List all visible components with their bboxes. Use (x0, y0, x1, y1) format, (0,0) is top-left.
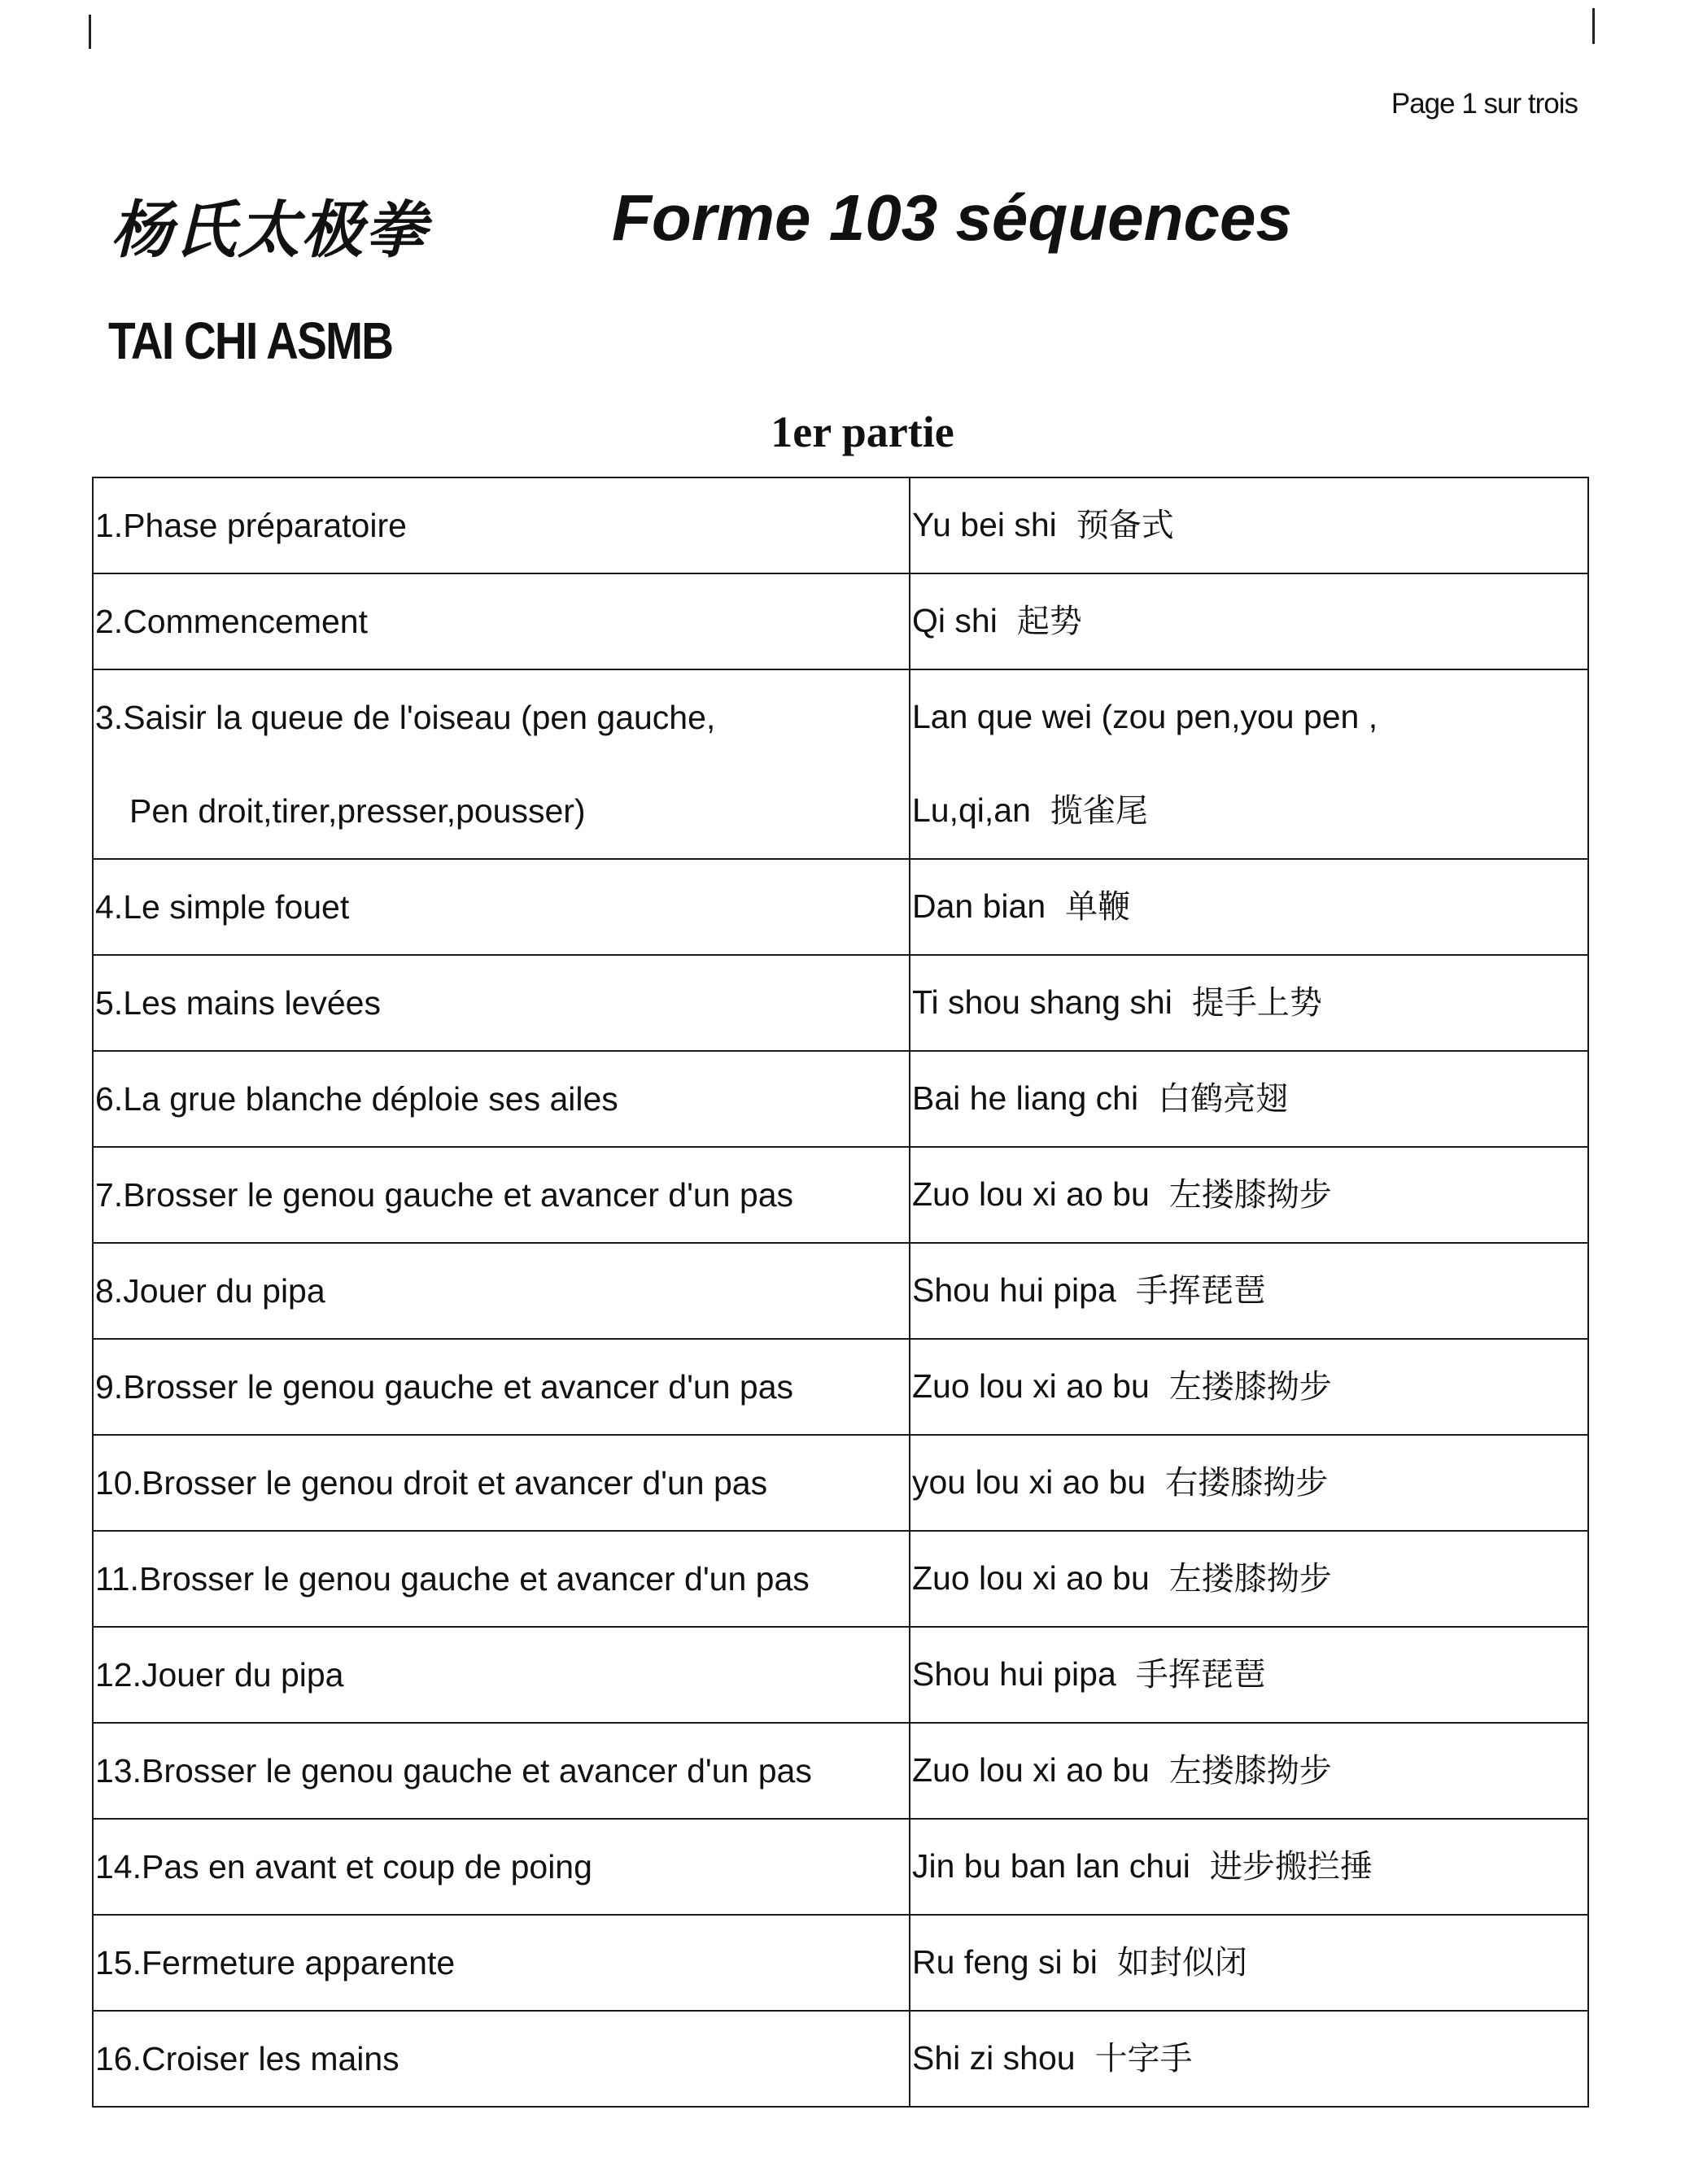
table-row (93, 477, 1588, 573)
sequence-table (92, 477, 1589, 2108)
french-name: 12.Jouer du pipa (95, 1655, 344, 1694)
chinese-name-cell (910, 1531, 1588, 1627)
french-name: 6.La grue blanche déploie ses ailes (95, 1079, 618, 1118)
hanzi-name: 左搂膝拗步 (1168, 1560, 1332, 1598)
table-row (93, 1723, 1588, 1819)
french-name-cell (93, 669, 910, 859)
chinese-name-cell (910, 859, 1588, 955)
chinese-name-cell (910, 669, 1588, 859)
table-row (93, 955, 1588, 1051)
french-name: 5.Les mains levées (95, 983, 381, 1022)
chinese-name-cell (910, 955, 1588, 1051)
pinyin-name: Jin bu ban lan chui (912, 1847, 1190, 1885)
table-row (93, 1627, 1588, 1723)
table-row (93, 1243, 1588, 1339)
french-name-cell (93, 573, 910, 669)
pinyin-name: Zuo lou xi ao bu (912, 1367, 1150, 1405)
pinyin-name: Dan bian (912, 887, 1046, 925)
french-name-cell (93, 1915, 910, 2011)
french-name-cell (93, 955, 910, 1051)
french-name: 8.Jouer du pipa (95, 1271, 325, 1310)
title-french: Forme 103 séquences (612, 181, 1292, 254)
chinese-name-cell (910, 2011, 1588, 2107)
hanzi-name: 如封似闭 (1116, 1944, 1247, 1981)
hanzi-name: 单鞭 (1065, 888, 1131, 926)
hanzi-name: 手挥琵琶 (1135, 1272, 1266, 1310)
french-name: 15.Fermeture apparente (95, 1943, 456, 1981)
table-row (93, 859, 1588, 955)
pinyin-name: Yu bei shi (912, 506, 1057, 543)
pinyin-name: Shi zi shou (912, 2039, 1076, 2077)
french-name: 13.Brosser le genou gauche et avancer d'un pas (95, 1751, 812, 1789)
french-name: 7.Brosser le genou gauche et avancer d'un pas (95, 1175, 794, 1214)
scan-edge-mark-left (89, 15, 91, 49)
french-name: 1.Phase préparatoire (95, 506, 407, 544)
hanzi-name: 左搂膝拗步 (1168, 1176, 1332, 1214)
french-name-cell (93, 1339, 910, 1435)
chinese-name-cell (910, 1051, 1588, 1147)
french-name-cell (93, 1531, 910, 1627)
chinese-name-cell (910, 1147, 1588, 1243)
french-name: 10.Brosser le genou droit et avancer d'un pas (95, 1463, 768, 1502)
french-name-cell (93, 1819, 910, 1915)
french-name-cell (93, 1723, 910, 1819)
french-name: 11.Brosser le genou gauche et avancer d'un pas (95, 1559, 810, 1598)
french-name-cell (93, 1051, 910, 1147)
hanzi-name: 进步搬拦捶 (1209, 1848, 1373, 1885)
pinyin-name: Qi shi (912, 602, 998, 639)
pinyin-name: Zuo lou xi ao bu (912, 1175, 1150, 1213)
page-number: Page 1 sur trois (1391, 88, 1578, 120)
chinese-name-cell (910, 1243, 1588, 1339)
table-row (93, 1147, 1588, 1243)
table-row (93, 1339, 1588, 1435)
pinyin-name: Ru feng si bi (912, 1943, 1098, 1981)
table-row (93, 573, 1588, 669)
chinese-name-cell (910, 1915, 1588, 2011)
chinese-name-cell (910, 477, 1588, 573)
french-name: 16.Croiser les mains (95, 2039, 400, 2077)
french-name: 2.Commencement (95, 602, 368, 640)
chinese-name-cell (910, 1339, 1588, 1435)
french-name: 9.Brosser le genou gauche et avancer d'un pas (95, 1367, 794, 1406)
hanzi-name: 右搂膝拗步 (1165, 1464, 1329, 1502)
table-row (93, 1051, 1588, 1147)
chinese-name-cell (910, 1435, 1588, 1531)
hanzi-name: 起势 (1016, 603, 1082, 640)
hanzi-name: 白鹤亮翅 (1158, 1080, 1289, 1118)
table-row (93, 1819, 1588, 1915)
french-name: 4.Le simple fouet (95, 887, 350, 926)
french-name-continued: Pen droit,tirer,presser,pousser) (129, 791, 586, 830)
hanzi-name: 手挥琵琶 (1135, 1656, 1266, 1694)
french-name-cell (93, 1435, 910, 1531)
title-chinese: 杨氏太极拳 (111, 194, 428, 266)
chinese-name-cell (910, 1819, 1588, 1915)
pinyin-name: Shou hui pipa (912, 1655, 1116, 1693)
hanzi-name: 左搂膝拗步 (1168, 1752, 1332, 1789)
table-row (93, 669, 1588, 859)
section-title: 1er partie (771, 408, 954, 456)
chinese-name-cell (910, 1627, 1588, 1723)
pinyin-name: you lou xi ao bu (912, 1463, 1146, 1501)
french-name-cell (93, 859, 910, 955)
club-name: TAI CHI ASMB (108, 312, 393, 370)
hanzi-name: 提手上势 (1191, 984, 1322, 1022)
hanzi-name: 十字手 (1094, 2040, 1193, 2077)
chinese-name-cell (910, 573, 1588, 669)
pinyin-name: Bai he liang chi (912, 1079, 1139, 1117)
french-name-cell (93, 1243, 910, 1339)
french-name-cell (93, 2011, 910, 2107)
pinyin-name: Ti shou shang shi (912, 983, 1172, 1021)
french-name-cell (93, 1627, 910, 1723)
table-row (93, 1915, 1588, 2011)
french-name-cell (93, 477, 910, 573)
pinyin-name: Shou hui pipa (912, 1271, 1116, 1309)
pinyin-name: Lan que wei (zou pen,you pen , (912, 698, 1378, 735)
table-row (93, 2011, 1588, 2107)
hanzi-name: 左搂膝拗步 (1168, 1368, 1332, 1406)
scan-edge-mark-right (1592, 8, 1595, 44)
french-name: 14.Pas en avant et coup de poing (95, 1847, 592, 1885)
table-row (93, 1435, 1588, 1531)
pinyin-name-continued: Lu,qi,an (912, 791, 1031, 829)
pinyin-name: Zuo lou xi ao bu (912, 1559, 1150, 1597)
french-name: 3.Saisir la queue de l'oiseau (pen gauche, (95, 698, 716, 736)
hanzi-name: 预备式 (1076, 507, 1174, 544)
table-row (93, 1531, 1588, 1627)
pinyin-name: Zuo lou xi ao bu (912, 1751, 1150, 1789)
french-name-cell (93, 1147, 910, 1243)
chinese-name-cell (910, 1723, 1588, 1819)
hanzi-name: 揽雀尾 (1050, 792, 1148, 830)
